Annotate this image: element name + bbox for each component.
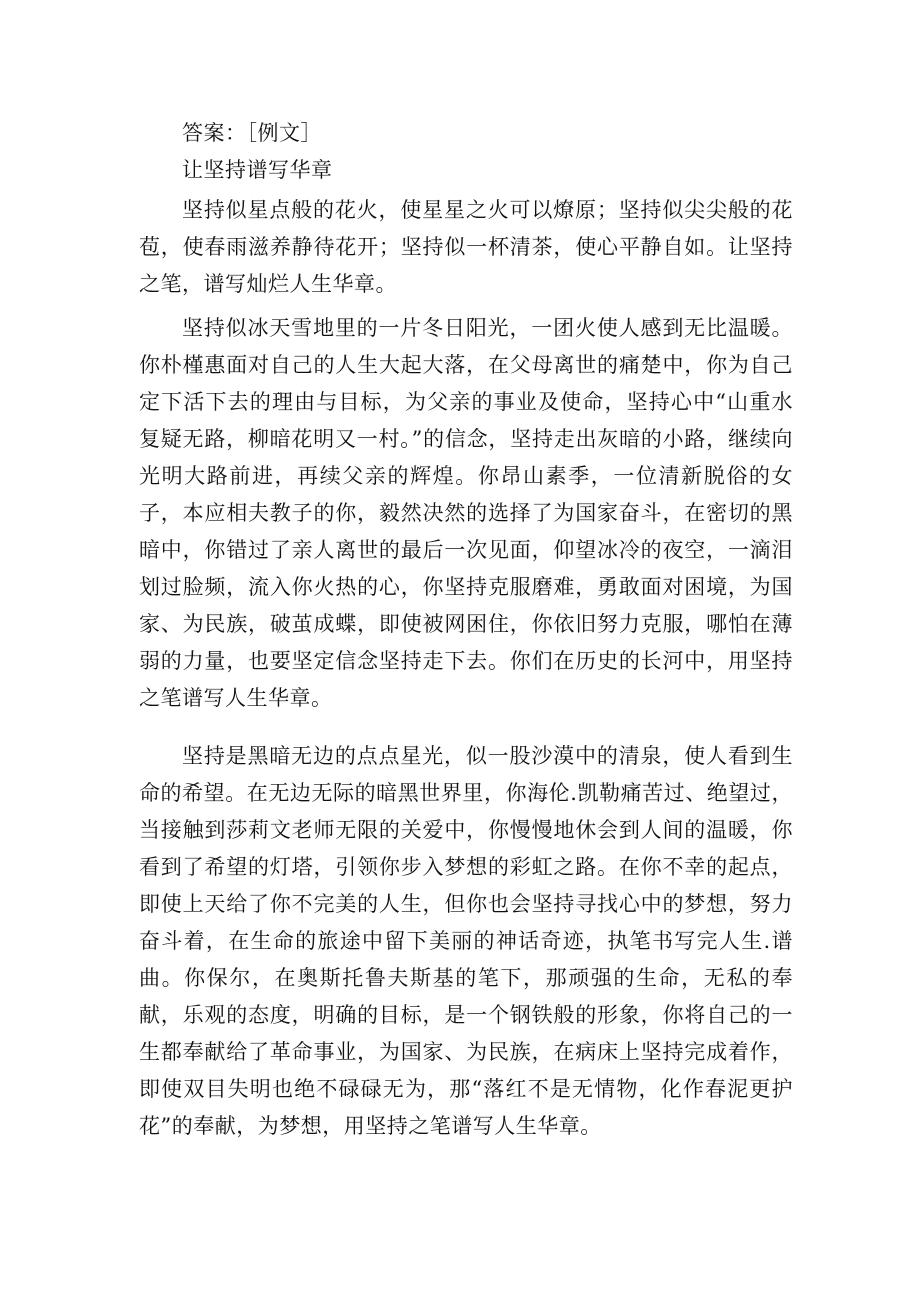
essay-body-3 <box>139 738 793 1145</box>
answer-label: 答案：［例文］ <box>182 121 322 145</box>
paragraph-2: 坚持似冰天雪地里的一片冬日阳光，一团火使人感到无比温暖。你朴槿惠面对自己的人生大起大落，在父母离世的痛楚中，你为自己定下活下去的理由与目标，为父亲的事业及使命，坚持心中“山重水复疑无路，柳暗花明又一村。”的信念，坚持走出灰暗的小路，继续向光明大路前进，再续父亲的辉煌。你昂山素季，一位清新脱俗的女子，本应相夫教子的你，毅然决然的选择了为国家奋斗，在密切的黑暗中，你错过了亲人离世的最后一次见面，仰望冰冷的夜空，一滴泪划过脸频，流入你火热的心，你坚持克服磨难，勇敢面对困境，为国家、为民族，破茧成蝶，即使被网困住，你依旧努力克服，哪怕在薄弱的力量，也要坚定信念坚持走下去。你们在历史的长河中，用坚持之笔谱写人生华章。 <box>139 316 793 710</box>
essay-body-2 <box>139 310 793 717</box>
essay-title: 让坚持谱写华章 <box>182 158 333 182</box>
paragraph-3: 坚持是黑暗无边的点点星光，似一股沙漠中的清泉，使人看到生命的希望。在无边无际的暗黑世界里，你海伦.凯勒痛苦过、绝望过，当接触到莎莉文老师无限的关爱中，你慢慢地休会到人间的温暖，你看到了希望的灯塔，引领你步入梦想的彩虹之路。在你不幸的起点，即使上天给了你不完美的人生，但你也会坚持寻找心中的梦想，努力奋斗着，在生命的旅途中留下美丽的神话奇迹，执笔书写完人生.谱曲。你保尔，在奥斯托鲁夫斯基的笔下，那顽强的生命，无私的奉献，乐观的态度，明确的目标，是一个钢铁般的形象，你将自己的一生都奉献给了革命事业，为国家、为民族，在病床上坚持完成着作，即使双目失明也绝不碌碌无为，那“落红不是无情物，化作春泥更护花”的奉献，为梦想，用坚持之笔谱写人生华章。 <box>139 744 793 1138</box>
paragraph-1: 坚持似星点般的花火，使星星之火可以燎原；坚持似尖尖般的花苞，使春雨滋养静待花开；坚持似一杯清茶，使心平静自如。让坚持之笔，谱写灿烂人生华章。 <box>139 198 793 296</box>
essay-body <box>139 192 793 303</box>
